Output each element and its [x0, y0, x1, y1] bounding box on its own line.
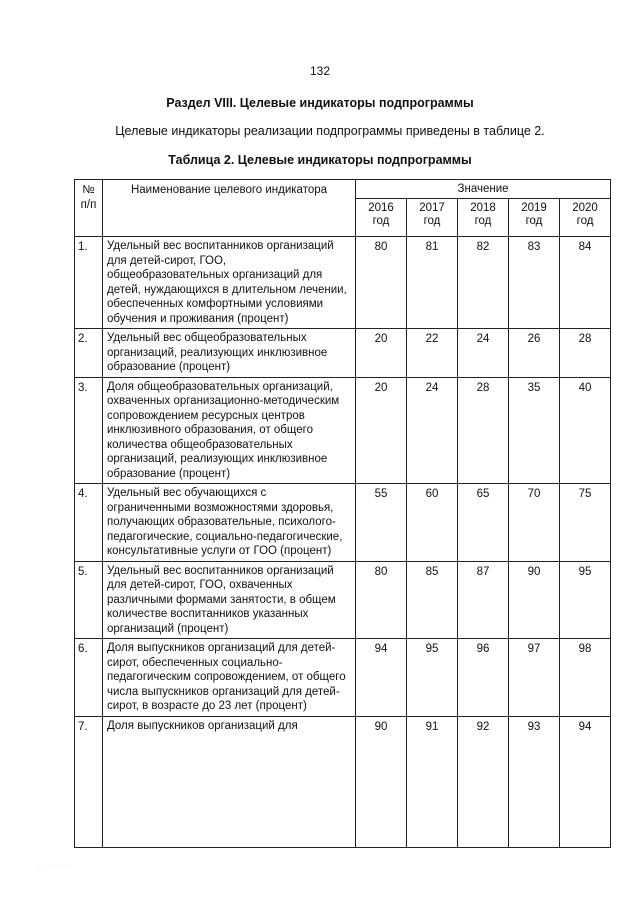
indicator-value: 24 [458, 329, 509, 378]
indicator-value: 20 [356, 329, 407, 378]
indicator-value: 70 [509, 484, 560, 562]
indicator-value: 83 [509, 237, 560, 329]
header-row-top [75, 180, 611, 199]
indicator-value: 90 [509, 561, 560, 639]
indicator-value: 95 [407, 639, 458, 717]
indicator-value: 82 [458, 237, 509, 329]
indicator-value: 93 [509, 716, 560, 847]
indicator-value: 94 [560, 716, 611, 847]
indicator-value: 40 [560, 377, 611, 484]
row-number: 6. [75, 639, 103, 717]
table-row [75, 377, 611, 484]
scan-artifact: · . · · · . [38, 862, 72, 869]
row-number: 3. [75, 377, 103, 484]
indicator-value: 84 [560, 237, 611, 329]
indicators-table [74, 179, 611, 848]
indicator-value: 96 [458, 639, 509, 717]
table-row [75, 716, 611, 847]
indicator-value: 24 [407, 377, 458, 484]
indicator-value: 85 [407, 561, 458, 639]
header-name: Наименование целевого индикатора [103, 180, 356, 237]
row-number: 2. [75, 329, 103, 378]
indicator-value: 55 [356, 484, 407, 562]
indicator-value: 20 [356, 377, 407, 484]
header-year-2017: 2017 год [407, 199, 458, 237]
indicator-value: 60 [407, 484, 458, 562]
table-row [75, 237, 611, 329]
header-year-2018: 2018 год [458, 199, 509, 237]
indicator-name: Удельный вес общеобразовательных организаций, реализующих инклюзивное образование (процент) [103, 329, 356, 378]
table-row [75, 484, 611, 562]
row-number: 1. [75, 237, 103, 329]
page-number: 132 [309, 64, 331, 78]
section-title: Раздел VIII. Целевые индикаторы подпрограммы [166, 96, 474, 110]
intro-paragraph: Целевые индикаторы реализации подпрограммы приведены в таблице 2. [115, 124, 545, 138]
indicator-value: 28 [560, 329, 611, 378]
indicator-name: Удельный вес воспитанников организаций для детей-сирот, ГОО, охваченных различными формами занятости, в общем количестве воспитанников указанных организаций (процент) [103, 561, 356, 639]
indicator-value: 22 [407, 329, 458, 378]
header-num: № п/п [75, 180, 103, 237]
indicator-value: 90 [356, 716, 407, 847]
indicator-value: 28 [458, 377, 509, 484]
row-number: 7. [75, 716, 103, 847]
table-row [75, 329, 611, 378]
table-title: Таблица 2. Целевые индикаторы подпрограммы [168, 153, 472, 167]
indicator-value: 95 [560, 561, 611, 639]
row-number: 5. [75, 561, 103, 639]
indicator-value: 81 [407, 237, 458, 329]
indicator-value: 26 [509, 329, 560, 378]
header-value: Значение [356, 180, 611, 199]
indicator-value: 94 [356, 639, 407, 717]
header-year-2019: 2019 год [509, 199, 560, 237]
indicator-name: Доля выпускников организаций для [103, 716, 356, 847]
indicator-name: Доля выпускников организаций для детей-сирот, обеспеченных социально-педагогическим сопровождением, от общего числа выпускников организаций для детей-сирот, в возрасте до 23 лет (процент) [103, 639, 356, 717]
indicator-value: 35 [509, 377, 560, 484]
indicator-value: 97 [509, 639, 560, 717]
indicator-value: 75 [560, 484, 611, 562]
indicator-name: Удельный вес воспитанников организаций для детей-сирот, ГОО, общеобразовательных организаций для детей, нуждающихся в длительном лечении, обеспеченных комфортными условиями обучения и проживания (процент) [103, 237, 356, 329]
indicator-name: Доля общеобразовательных организаций, охваченных организационно-методическим сопровождением ресурсных центров инклюзивного образования, от общего количества общеобразовательных организаций, реализующих инклюзивное образование (процент) [103, 377, 356, 484]
table-row [75, 561, 611, 639]
indicator-value: 91 [407, 716, 458, 847]
row-number: 4. [75, 484, 103, 562]
header-year-2020: 2020 год [560, 199, 611, 237]
indicator-value: 80 [356, 561, 407, 639]
indicator-value: 65 [458, 484, 509, 562]
indicator-value: 87 [458, 561, 509, 639]
indicator-value: 80 [356, 237, 407, 329]
indicator-value: 92 [458, 716, 509, 847]
table-row [75, 639, 611, 717]
indicator-name: Удельный вес обучающихся с ограниченными возможностями здоровья, получающих образовательные, психолого-педагогические, социально-педагогические, консультативные услуги от ГОО (процент) [103, 484, 356, 562]
indicator-value: 98 [560, 639, 611, 717]
header-year-2016: 2016 год [356, 199, 407, 237]
